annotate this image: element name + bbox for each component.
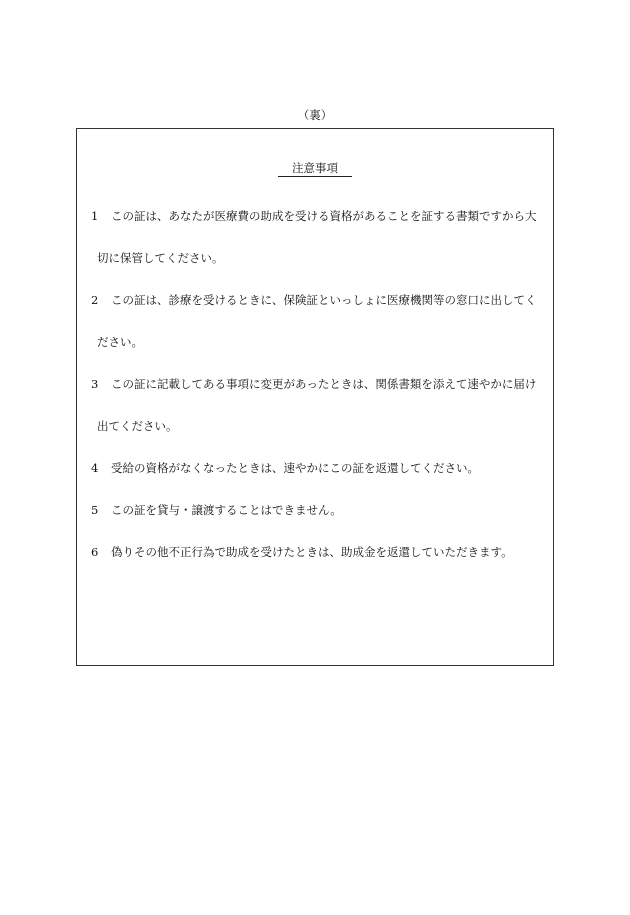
notice-item-5 <box>91 503 342 517</box>
item-text: この証は、診療を受けるときに、保険証といっしょに医療機関等の窓口に出してく <box>111 293 537 307</box>
notice-item-3 <box>91 377 536 391</box>
notice-item-1-continued: 切に保管してください。 <box>97 251 224 265</box>
item-text: この証は、あなたが医療費の助成を受ける資格があることを証する書類ですから大 <box>111 209 537 223</box>
notice-box <box>76 128 554 666</box>
item-number: 4 <box>91 461 99 475</box>
item-number: 3 <box>91 377 99 391</box>
item-text: 偽りその他不正行為で助成を受けたときは、助成金を返還していただきます。 <box>111 545 513 559</box>
notice-title <box>77 161 553 177</box>
notice-item-2 <box>91 293 537 307</box>
notice-item-1 <box>91 209 537 223</box>
notice-title-text: 注意事項 <box>278 161 352 177</box>
item-number: 2 <box>91 293 99 307</box>
notice-item-6 <box>91 545 513 559</box>
notice-item-4 <box>91 461 479 475</box>
item-number: 1 <box>91 209 99 223</box>
item-number: 6 <box>91 545 99 559</box>
item-number: 5 <box>91 503 99 517</box>
item-text: 受給の資格がなくなったときは、速やかにこの証を返還してください。 <box>111 461 479 475</box>
item-text: この証に記載してある事項に変更があったときは、関係書類を添えて速やかに届け <box>111 377 537 391</box>
side-label: （裏） <box>297 108 333 122</box>
notice-item-3-continued: 出てください。 <box>97 419 178 433</box>
notice-item-2-continued: ださい。 <box>97 335 143 349</box>
item-text: この証を貸与・譲渡することはできません。 <box>111 503 342 517</box>
